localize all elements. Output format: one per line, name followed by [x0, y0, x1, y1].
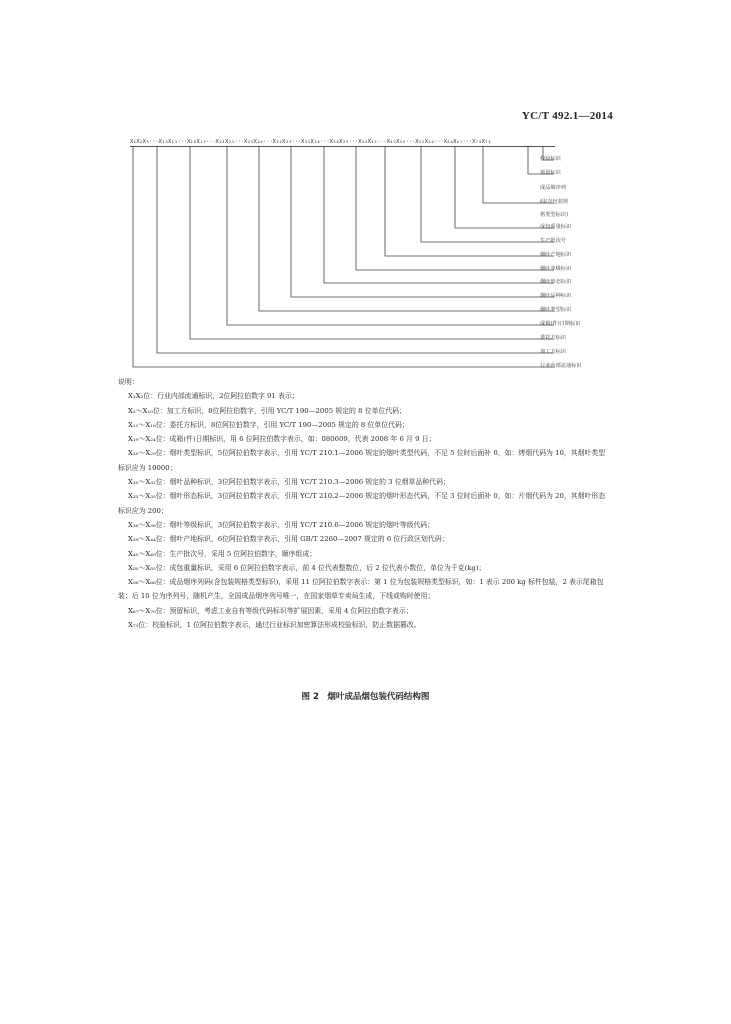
label-reserved: 预留标识	[540, 170, 561, 176]
leader-date	[227, 146, 554, 325]
leader-form	[324, 146, 554, 283]
description-title: 说明：	[118, 378, 139, 386]
label-type: 烟叶类型标识	[540, 307, 572, 313]
leader-processor	[157, 146, 554, 353]
description-item: X₁X₂位：行业内部流通标识，2位阿拉伯数字 91 表示；	[128, 392, 299, 401]
description-item: X₁₁～X₁₈位：委托方标识，8位阿拉伯数字，引用 YC/T 190—2005 规定的 8 位单位代码；	[128, 420, 409, 429]
description-item: X₅₆～X₆₆位：成品烟序列码(含包装规格类型标识)，采用 11 位阿拉伯数字表示：第 1 位为包装规格类型标识，如：1 表示 200 kg 标件包装，2 表示尾箱包装；后 10 位为序列号，随机产生，全国成品烟序列号唯一，在国家烟草专卖局生成，下线或购时使用；	[118, 578, 604, 601]
description-item: X₄₅～X₄₉位：生产批次号，采用 5 位阿拉伯数字，顺序组成；	[128, 549, 317, 558]
description-item: X₃₆～X₃₈位：烟叶等级标识，3位阿拉伯数字表示，引用 YC/T 210.6—2006 规定的烟叶等级代码；	[128, 520, 435, 529]
description-item: X₃₉～X₄₄位：烟叶产地标识，6位阿拉伯数字表示，引用 GB/T 2260—2007 规定的 6 位行政区划代码；	[128, 535, 449, 544]
label-serial-3: 格类型标识)	[540, 212, 568, 218]
label-weight: 成包重量标识	[540, 224, 572, 230]
label-check: 校验标识	[540, 156, 561, 162]
label-variety: 烟叶品种标识	[540, 293, 572, 299]
description-block	[118, 375, 606, 632]
label-date: 成箱(件)日期标识	[540, 321, 581, 327]
leader-consignor	[190, 146, 554, 339]
description-item: X₁₉～X₂₄位：成箱(件)日期标识，用 6 位阿拉伯数字表示，如：080609，代表 2008 年 6 月 9 日；	[128, 435, 436, 444]
description-item: X₆₇～X₇₀位：预留标识，考虑工业自有等级代码标识等扩展因素，采用 4 位阿拉伯数字表示；	[128, 606, 413, 615]
label-origin: 烟叶产地标识	[540, 252, 572, 258]
label-serial-2: 码(含包装规	[540, 199, 568, 205]
description-item: X₃₃～X₃₅位：烟叶形态标识，3位阿拉伯数字表示，引用 YC/T 210.2—2006 规定的烟叶形态代码，不足 3 位时后面补 0，如：片烟代码为 20，其烟叶形态标识应为 200；	[118, 492, 606, 515]
label-grade: 烟叶等级标识	[540, 266, 572, 272]
leader-variety	[291, 146, 554, 297]
standard-number: YC/T 492.1—2014	[521, 110, 613, 122]
description-item: X₃₀～X₃₂位：烟叶品种标识，3位阿拉伯数字表示，引用 YC/T 210.3—2006 规定的 3 位烟草品种代码；	[128, 478, 450, 487]
description-item: X₇₁位：校验标识，1 位阿拉伯数字表示，通过行业标识加密算法形成校验标识，防止数据篡改。	[128, 621, 421, 630]
description-item: X₂₅～X₂₉位：烟叶类型标识，5位阿拉伯数字表示，引用 YC/T 210.1—2006 规定的烟叶类型代码，不足 5 位时后面补 0，如：烤烟代码为 10，其烟叶类型标识应为 10000；	[118, 449, 606, 472]
description-item: X₅₀～X₅₅位：成包重量标识，采用 6 位阿拉伯数字表示，前 4 位代表整数位，后 2 位代表小数位，单位为千克(kg)；	[128, 563, 486, 572]
figure-caption: 图 2 烟叶成品烟包装代码结构图	[301, 692, 430, 702]
leader-type	[259, 146, 554, 311]
label-consignor: 委托方标识	[540, 335, 566, 341]
leader-industry	[133, 146, 554, 367]
label-form: 烟叶形态标识	[540, 279, 572, 285]
description-item: X₃～X₁₀位：加工方标识，8位阿拉伯数字，引用 YC/T 190—2005 规定的 8 位单位代码；	[128, 406, 407, 415]
label-processor: 加工方标识	[540, 349, 566, 355]
leader-origin	[385, 146, 554, 256]
code-structure-line: X₁X₂X₃···X₁₀X₁₁···X₁₈X₁₉···X₂₄X₂₅···X₂₉X₃₀···X₃₂X₃₃···X₃₅X₃₆···X₃₈X₃₉···X₄₄X₄₅···X₄₉X₅₀···X₅₅X₅₆···X₆₆X₆₇···X₇₀X₇₁	[130, 139, 555, 147]
label-batch: 生产批次号	[540, 238, 566, 244]
label-industry: 行业内部流通标识	[540, 363, 582, 369]
label-serial-1: 成品烟序列	[540, 185, 566, 191]
